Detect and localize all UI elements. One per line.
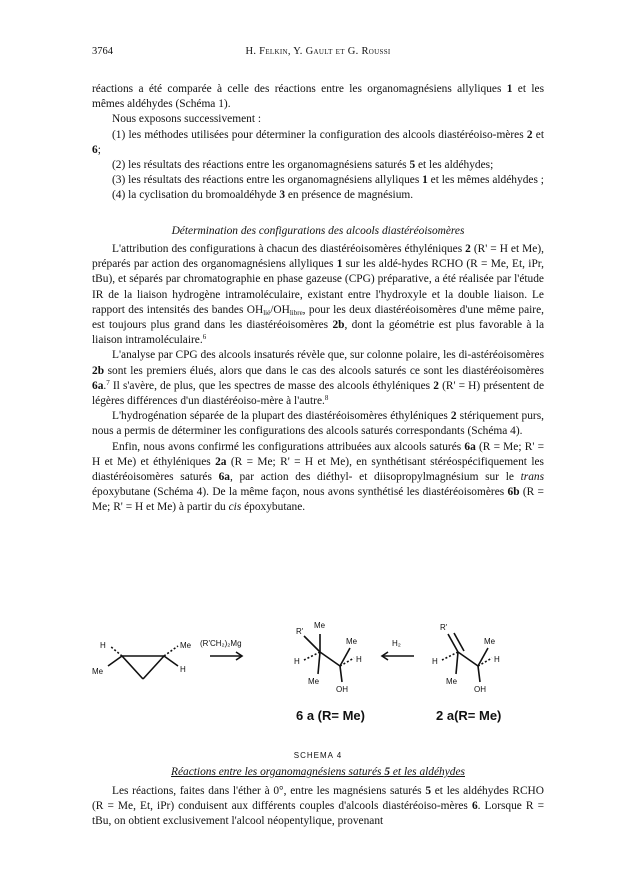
bond [478,666,480,682]
list-item: (4) la cyclisation du bromoaldéhyde 3 en présence de magnésium. [112,189,414,202]
atom-label: H [180,665,186,674]
bond [456,652,458,674]
intro-block [92,82,544,204]
page-header [92,46,544,60]
section1-block [92,242,544,516]
atom-label: Me [180,641,192,650]
epoxide-co-bond [143,656,164,679]
atom-label: OH [336,685,348,694]
atom-label: H [294,657,300,666]
atom-label: H [432,657,438,666]
atom-label: Me [484,637,496,646]
list-item: (1) les méthodes utilisées pour déterminer la configuration des alcools diastéréoiso-mères 2 et 6; [92,128,544,156]
bond [164,656,178,666]
section-heading: Détermination des configurations des alcools diastéréoisomères [171,225,465,237]
atom-label: H [100,641,106,650]
paragraph: Les réactions, faites dans l'éther à 0°, entre les magnésiens saturés 5 et les aldéhydes RCHO (R = Me, Et, iPr) conduisent aux différents couples d'alcools diastéréoiso-mères 6. Lorsque R = tBu, on obtient exclusivement l'alcool néopentylique, provenant [92,785,544,828]
atom-label: Me [92,667,104,676]
bond [108,656,122,666]
atom-label: Me [308,677,320,686]
hashed-bond [164,646,178,656]
scheme-caption: SCHEMA 4 [293,751,343,760]
compound-label: 2 a(R= Me) [436,708,502,723]
bond [458,652,478,666]
reagent-label: (R'CH₂)₂Mg [200,639,242,648]
hashed-bond [304,652,320,660]
bond [318,652,320,674]
paragraph: L'hydrogénation séparée de la plupart des diastéréoisomères éthyléniques 2 stériquement purs, nous a permis de déterminer les configurations des alcools saturés correspondants (Schéma 4). [92,410,544,438]
bond [320,652,340,666]
intro-lead: Nous exposons successivement : [112,113,262,126]
section2-block [92,784,544,830]
bond [304,636,320,652]
paragraph: Enfin, nous avons confirmé les configurations attribuées aux alcools saturés 6a (R = Me; R' = H et Me) et éthyléniques 2a (R = Me; R' = H et Me), en synthétisant stéréospécifiquement les diastéréoisomères saturés 6a, par action des diéthyl- et diisopropylmagnésium sur le trans époxybutane (Schéma 4). De la même façon, nous avons synthétisé les diastéréoisomères 6b (R = Me; R' = H et Me) à partir du cis époxybutane. [92,440,545,514]
atom-label: Me [446,677,458,686]
reaction-scheme [92,604,544,744]
compound-label: 6 a (R= Me) [296,708,365,723]
running-head: H. Felkin, Y. Gault et G. Roussi [245,46,391,57]
atom-label: OH [474,685,486,694]
epoxide-co-bond [122,656,143,679]
atom-label: Me [346,637,358,646]
hashed-bond [110,646,122,656]
section-heading: Réactions entre les organomagnésiens saturés 5 et les aldéhydes [170,766,465,778]
list-item: (3) les résultats des réactions entre les organomagnésiens allyliques 1 et les mêmes aldéhydes ; [112,174,544,187]
page-number: 3764 [92,46,113,57]
atom-label: Me [314,621,326,630]
scheme-4-figure [92,604,544,744]
hashed-bond [442,652,458,660]
intro-paragraph: réactions a été comparée à celle des réactions entre les organomagnésiens allyliques 1 et les mêmes aldéhydes (Schéma 1). [92,83,544,111]
atom-label: H [494,655,500,664]
reagent-label: H₂ [392,639,401,648]
list-item: (2) les résultats des réactions entre les organomagnésiens saturés 5 et les aldéhydes; [112,159,494,172]
bond [340,666,342,682]
atom-label: R' [296,627,304,636]
atom-label: H [356,655,362,664]
paragraph: L'attribution des configurations à chacun des diastéréoisomères éthyléniques 2 (R' = H et Me), préparés par action des organomagnésiens allyliques 1 sur les aldé-hydes RCHO (R = Me, Et, iPr, tBu), et séparés par chromatographie en phase gazeuse (CPG) préparative, a été réalisée par l'étude IR de la liaison hydrogène intramoléculaire, existant entre l'hydroxyle et la double liaison. Le rapport des intensités des bandes $OH_{lié}/OH_{libre}$, pour les deux diastéréoisomères d'une même paire, est toujours plus grand dans les diastéréoisomères 2b, dont la géométrie est plus favorable à la liaison intramoléculaire.$^6$ [92,243,545,347]
atom-label: R' [440,623,448,632]
paragraph: L'analyse par CPG des alcools insaturés révèle que, sur colonne polaire, les di-astéréoisomères 2b sont les premiers élués, alors que dans le cas des alcools saturés ce sont les diastéréoisomères 6a.$^7$ Il s'avère, de plus, que les spectres de masse des alcools éthyléniques 2 (R' = H) présentent de légères différences d'un diastéréoiso-mère à l'autre.$^8$ [92,349,544,408]
